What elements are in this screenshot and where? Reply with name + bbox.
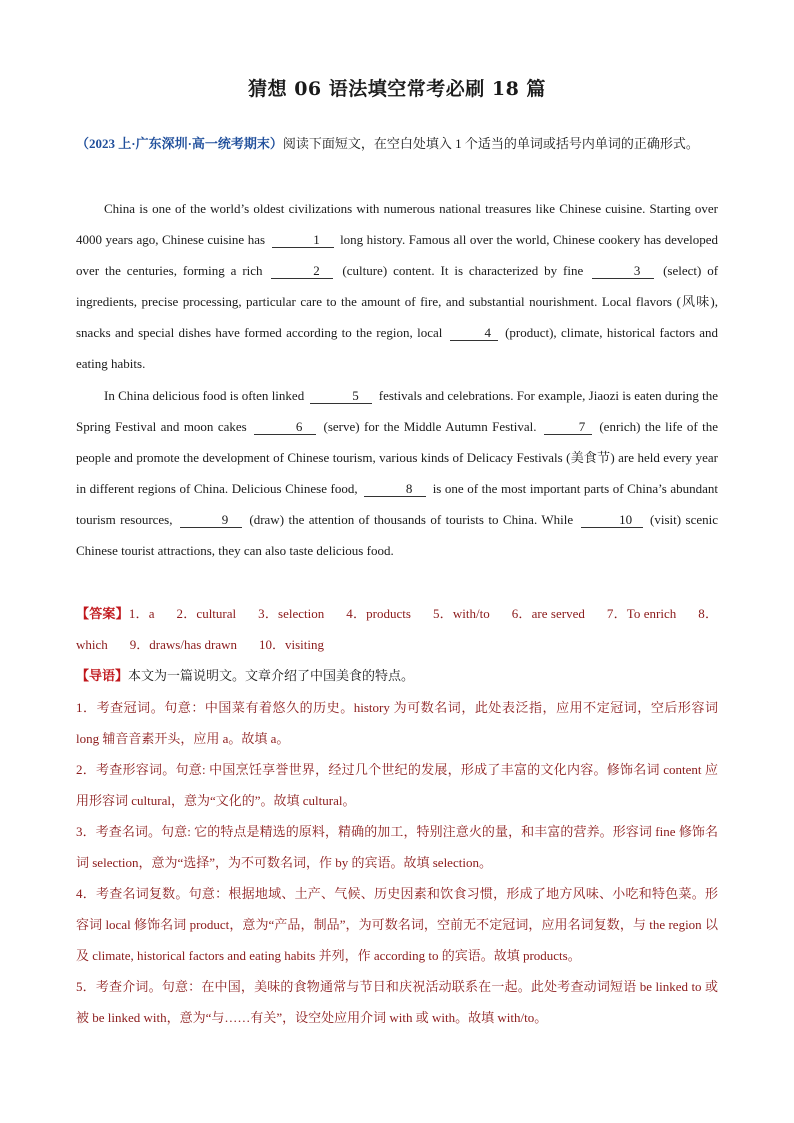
passage-text: (culture) content. It is characterized by fine (342, 263, 584, 278)
source-label: （2023 上·广东深圳·高一统考期末） (76, 136, 283, 151)
explanation-4: 4．考查名词复数。句意：根据地域、土产、气候、历史因素和饮食习惯，形成了地方风味、小吃和特色菜。形容词 local 修饰名词 product，意为“产品，制品”，为可数名词，空前无不定冠词，应用名词复数，与 the region 以及 climate, historical factors and eating habits 并列，作 according to 的宾语。故填 products。 (76, 886, 718, 963)
blank-8: 8 (364, 482, 426, 497)
explanation-5: 5．考查介词。句意：在中国，美味的食物通常与节日和庆祝活动联系在一起。此处考查动词短语 be linked to 或被 be linked with，意为“与……有关”，设空处应用介词 with 或 with。故填 with/to。 (76, 979, 718, 1025)
guide-label: 【导语】 (76, 668, 129, 683)
passage-text: (serve) for the Middle Autumn Festival. (323, 419, 537, 434)
blank-6: 6 (254, 420, 316, 435)
passage-text: In China delicious food is often linked (104, 388, 305, 403)
answer-item: 5．with/to (432, 606, 490, 621)
answer-item: 7．To enrich (606, 606, 677, 621)
answer-item: 4．products (346, 606, 411, 621)
passage-text: (product), climate, historical factors and eating habits. (76, 325, 719, 371)
explanation-3: 3．考查名词。句意: 它的特点是精选的原料，精确的加工，特别注意火的量，和丰富的营养。形容词 fine 修饰名词 selection，意为“选择”，为不可数名词，作 by 的宾语。故填 selection。 (76, 824, 718, 870)
answer-item: 3．selection (258, 606, 325, 621)
blank-9: 9 (180, 513, 242, 528)
blank-10: 10 (581, 513, 643, 528)
answer-item: 10．visiting (259, 637, 325, 652)
blank-7: 7 (544, 420, 592, 435)
passage-text: (enrich) the life of the people and promote the development of Chinese tourism, various kinds of Delicacy Festivals (美食节) are held every year in different regions of China. Delicious Chinese food, (76, 419, 719, 496)
instruction-text: 阅读下面短文，在空白处填入 1 个适当的单词或括号内单词的正确形式。 (282, 136, 699, 151)
answer-section (76, 598, 718, 660)
explanation-2: 2．考查形容词。句意: 中国烹饪享誉世界，经过几个世纪的发展，形成了丰富的文化内容。修饰名词 content 应用形容词 cultural，意为“文化的”。故填 cultural。 (76, 762, 718, 808)
passage-text: (draw) the attention of thousands of tourists to China. While (249, 512, 574, 527)
passage-text: festivals and celebrations. For example, Jiaozi is eaten during the Spring Festival and moon cakes (76, 388, 718, 434)
passage-paragraph-2 (76, 380, 718, 566)
page-title: 猜想 06 语法填空常考必刷 18 篇 (248, 78, 546, 100)
blank-2: 2 (271, 264, 333, 279)
answer-label: 【答案】 (76, 606, 129, 621)
guide-text: 本文为一篇说明文。文章介绍了中国美食的特点。 (128, 668, 415, 683)
passage-text: long history. Famous all over the world, Chinese cookery has developed over the centuries, forming a rich (76, 232, 719, 278)
answer-item: 9．draws/has drawn (129, 637, 238, 652)
blank-5: 5 (310, 389, 372, 404)
instruction (76, 130, 718, 158)
passage-text: (select) of ingredients, precise processing, particular care to the amount of fire, and substantial nourishment. Local flavors (风味), snacks and special dishes have formed according to the region, local (76, 263, 719, 340)
passage-text: is one of the most important parts of China’s abundant tourism resources, (76, 481, 718, 527)
answer-item: 2．cultural (176, 606, 237, 621)
explanation-1: 1．考查冠词。句意：中国菜有着悠久的历史。history 为可数名词，此处表泛指，应用不定冠词，空后形容词 long 辅音音素开头，应用 a。故填 a。 (76, 700, 718, 746)
passage-paragraph-1 (76, 193, 718, 379)
blank-4: 4 (450, 326, 498, 341)
passage-text: China is one of the world’s oldest civilizations with numerous national treasures like Chinese cuisine. Starting over 4000 years ago, Chinese cuisine has (76, 201, 718, 247)
guide-section (76, 660, 718, 691)
passage-text: (visit) scenic Chinese tourist attractions, they can also taste delicious food. (76, 512, 719, 558)
blank-3: 3 (592, 264, 654, 279)
explanation-section (76, 692, 718, 1033)
answer-item: 6．are served (511, 606, 585, 621)
answer-item: 8．which (76, 606, 718, 652)
answer-item: 1．a (128, 606, 155, 621)
blank-1: 1 (272, 233, 334, 248)
